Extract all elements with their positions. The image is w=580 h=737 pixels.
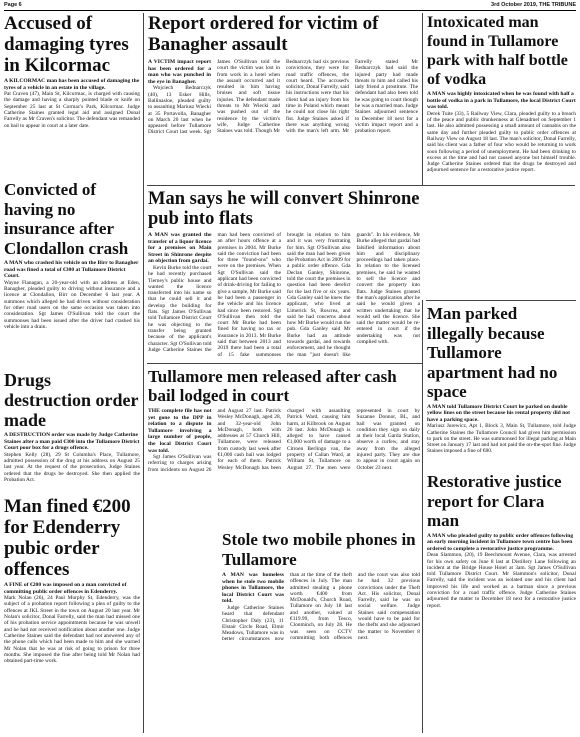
headline: Man says he will convert Shinrone pub into flats [148, 189, 420, 229]
article-body: Mark Nolan (26), 24 Paul Murphy St, Edenderry, was the subject of a probation report following a plea of guilty to the offences at JKL Street in the town on August 20 last year. Mr Nolan's solicitor, Donal Farrelly, said the man had missed one of his probation service appointments because he was unwell and he had not received notification about another one. Judge Catherine Staines said the defendant had not answered any of the phone calls which had been made to him and she warned Mr Nolan that he was at risk of going to prison for three months. She imposed the fine after being told Mr Nolan had obtained part-time work. [4, 595, 140, 665]
article-body-columns [148, 232, 420, 358]
article-shinrone [148, 189, 420, 361]
headline: Man parked illegally because Tullamore apartment had no space [427, 304, 558, 401]
section-divider [147, 363, 422, 364]
article-intro: A MAN was highly intoxicated when he was found with half a bottle of vodka in a park in Tullamore, the local District Court was told. [427, 91, 576, 111]
article-body: Stephen Kelly (28), 29 St Columba's Place, Tullamore, admitted possession of the drug at his address on August 25 last year. At the request of the prosecution, Judge Staines ordered that the drugs be destroyed. She then applied the Probation Act. [4, 451, 140, 483]
article-body-columns [148, 59, 418, 136]
section-divider [426, 300, 576, 301]
article-body: Judge Catherine Staines heard that defendant Christopher Daly (23), 11 Elstair Circle Road, Elmir Meadows, Tullamore was in better circumstances now than at the time of the theft offences in July. The man admitted stealing a phone worth €400 from McDonald's, Church Road, Tullamore on July 18 last and another, valued at €119.99, from Tesco, Clonminch, on July 28. He was seen on CCTV committing both offences and the court was also told he had 32 previous convictions under the Theft Act. His solicitor, Donal Farrelly, said he was on social welfare. Judge Staines said compensation would have to be paid for the thefts and she adjourned the matter to November 8 next. [222, 572, 420, 643]
article-drugs [4, 370, 140, 492]
article-parked [427, 304, 576, 468]
article-intro: THE complete file has not yet gone to the DPP in relation to a dispute in Tullamore involving a large number of people, the local District Court was told. [148, 408, 212, 454]
headline: Man fined €200 for Edenderry pubic order offences [4, 496, 131, 580]
article-body-columns [222, 572, 420, 643]
headline: Intoxicated man found in Tullamore park with half bottle of vodka [427, 14, 568, 88]
headline: Convicted of having no insurance after Clondallon crash [4, 180, 129, 258]
page-number: Page 6 [4, 2, 22, 8]
article-intro: A VICTIM impact report has been ordered for a man who was punched in the eye in Banagher. [148, 59, 211, 85]
article-body: Wayne Flanagan, a 20-year-old with an address at Eden, Banagher, pleaded guilty to driving without insurance and a licence at Clondallon, Birr on December 6 last year. A summons which alleged he had driven without consideration for other road users on the same occasion was taken into consideration. Sgt James O'Sullivan told the court the summonses had been issued after the driver had crashed his vehicle into a drain. [4, 279, 140, 330]
headline: Report ordered for victim of Banagher assault [148, 13, 379, 55]
headline: Stole two mobile phones in Tullamore [222, 530, 416, 569]
article-body: Wojciech Bednarczyk (40), 13 Esker Hills, Ballinasloe, pleaded guilty to assaulting Mariusz Wiecki at 35 Portavolla, Banagher on March 20 last when he appeared before Tullamore District Court last week. Sgt James O'Sullivan told the court the victim was lost in from work in a hotel when the assault occurred and it resulted in him having bruises and soft tissue injuries. The defendant made threats to Mr Wiecki and was pushed out of the residence by the victim's wife, Judge Catherine Staines was told. Though Mr Bednarczyk had six previous convictions, they were for road traffic offences, the court heard. The accused's solicitor, Donal Farrelly, said his instructions were that his client had an injury from his time in Poland which meant he could not close his right fist. Judge Staines asked if there was anything wrong with the man's left arm. Mr Farrelly stated Mr Bednarczyk had said the injured party had made threats to him and called his lady friend a prostitute. The defendant had also been told he was going to court though he was a married man. Judge Staines adjourned sentence to December 18 next for a victim impact report and a probation report. [148, 59, 418, 136]
article-banagher [148, 13, 418, 183]
article-phones [222, 530, 420, 733]
headline: Accused of damaging tyres in Kilcormac [4, 13, 129, 76]
article-clondallon [4, 180, 140, 365]
headline: Tullamore men released after cash bail lodged in court [148, 367, 397, 405]
article-body: Mariusz Jurewicz, Apt 1, Block 3, Main St, Tullamore, told Judge Catherine Staines the Tullamore Council had given him permission to park on the street. He was summonsed for illegal parking at Main Street on January 17 last and had not paid the on-the-spot fine. Judge Staines imposed a fine of €80. [427, 423, 576, 455]
article-body: Dean Slammon, (20), 19 Beechmount Avenue, Clara, was arrested for his own safety on June 8 last at Distillery Lane following an incident at the Bridge House Hotel at 3am. Sgt James O'Sullivan told Tullamore District Court. Mr Slammon's solicitor, Donal Farrelly, said the incident was an isolated one and his client had improved his life and worked as a barman since a previous conviction for a road traffic offence. Judge Catherine Staines adjourned the matter to December 18 next for a restorative justice report. [427, 552, 576, 609]
article-body: Derek Tuite (33), 5 Railway View, Clara, pleaded guilty to a breach of the peace and public drunkenness at Glenadmel on September 1 last. He also admitted possessing a small amount of cannabis on the same day and further pleaded guilty to public order offences at Railway View on August 18 last. The man's solicitor, Donal Farrelly, said his client was a father of four who would be returning to work soon following a period of unemployment. He had been drinking to excess at the time and had not caused anyone but himself trouble. Judge Catherine Staines ordered that the drugs be destroyed and adjourned sentence for a restorative justice report. [427, 110, 576, 174]
article-body-columns [148, 408, 420, 473]
article-intro: A KILCORMAC man has been accused of damaging the tyres of a vehicle in an estate in the village. [4, 78, 140, 91]
headline: Drugs destruction order made [4, 370, 139, 430]
article-intro: A MAN who pleaded guilty to public order offences following an early morning incident in Tullamore town centre has been ordered to complete a restorative justice programme. [427, 532, 574, 552]
article-body: Kevin Burke told the court he had recently purchased Tierney's public house and wanted the licence transferred into his name so that he could sell it and develop the building for flats. Sgt James O'Sullivan told Tullamore District Court he was objecting to the transfer being granted because of the applicant's character. Sgt O'Sullivan told Judge Catherine Staines the man had been convicted of an after hours offence at a premises in 2004. Mr Burke said the conviction had been for three "found-ons" who were on the premises. When Sgt O'Sullivan said the applicant had been convicted of drink-driving for failing to give a sample, Mr Burke said he had been a passenger in the vehicle and his licence had since been restored. Sgt O'Sullivan then told the court Mr Burke had been fined for having no tax or insurance in 2013. Mr Burke said that between 2013 and 2019 there had been a total of 15 fake summonses brought in relation to him and it was very frustrating for him. Sgt O'Sullivan also said the man had been given the Probation Act in 2009 for a public order offence. Gda Declan Ganley, Shinrone, told the court the premises in question had been derelict for the last five or six years. Gda Ganley said he knew the applicant, who lived at Limerick St, Roscrea, and said he had concerns about how Mr Burke would run the pub. Gda Ganley said Mr Burke had an attitude towards gardaí, and towards enforcement, and he thought the man "just doesn't like guards". In his evidence, Mr Burke alleged that gardaí had falsified information about him and disciplinary proceedings had taken place. In relation to the licensed premises, he said he wanted to sell the licence and convert the property into flats. Judge Staines granted the man's application after he said he would given a written undertaking that he would sell the licence. She said the matter would be re-entered in court if the undertaking was not complied with. [148, 232, 420, 358]
article-tyres [4, 13, 140, 176]
article-edenderry [4, 496, 140, 734]
article-body: Pat Craven (47), Main St, Kilcormac, is charged with causing the damage and having a sharply pointed blade or knife on September 25 last at St Cormac's Park, Kilcormac. Judge Catherine Staines granted legal aid and assigned Donal Farrelly as Mr Craven's solicitor. The defendant was remanded on bail to appear in court at a later date. [4, 91, 140, 129]
article-intro: A MAN was granted the transfer of a liquor licence for a premises on Main Street in Shinrone despite an objection from gardaí. [148, 232, 212, 265]
header-rule [4, 10, 576, 11]
issue-date: 3rd October 2019, THE TRIBUNE [491, 2, 576, 8]
column-divider [422, 300, 423, 733]
article-intro: A MAN who crashed his vehicle on the Birr to Banagher road was fined a total of €300 at Tullamore District Court. [4, 260, 139, 280]
article-intro: A MAN told Tullamore District Court he parked on double yellow lines on the street because his rental property did not have a parking space. [427, 403, 570, 423]
article-body: Sgt James O'Sullivan was referring to charges arising from incidents on August 26 and August 27 last. Patrick Wesley McDonagh, aged 28, and 32-year-old John McDonagh, both with addresses at 57 Church Hill, Tullamore, were released from custody last week after €1,000 cash bail was lodged for each of them. Patrick Wesley McDonagh has been charged with assaulting Patrick Ward, causing him harm, at Kilbrook on August 26 last. John McDonagh is alleged to have caused €1,000 worth of damage to a Citroen Berlingo van, the property of Callan Ward, at William St, Tullamore on August 27. The men were represented in court by Suzanne Donnor, BL, and bail was granted on condition they sign on daily at their local Garda Station, observe a curfew, and stay away from the alleged injured party. They are due to appear in court again on October 23 next. [148, 408, 420, 473]
article-clara [427, 472, 576, 734]
article-intro: A DESTRUCTION order was made by Judge Catherine Staines after a man paid €300 into the Tullamore District Court poor box for a drugs offence. [4, 432, 140, 452]
article-vodka [427, 13, 576, 296]
article-intro: A FINE of €200 was imposed on a man convicted of committing public order offences in Edenderry. [4, 582, 127, 595]
article-intro: A MAN was homeless when he stole two mobile phones in Tullamore, the local District Court was told. [222, 572, 284, 605]
column-divider [143, 13, 144, 733]
article-cash-bail [148, 367, 420, 527]
column-divider [422, 13, 423, 185]
headline: Restorative justice report for Clara man [427, 472, 562, 530]
